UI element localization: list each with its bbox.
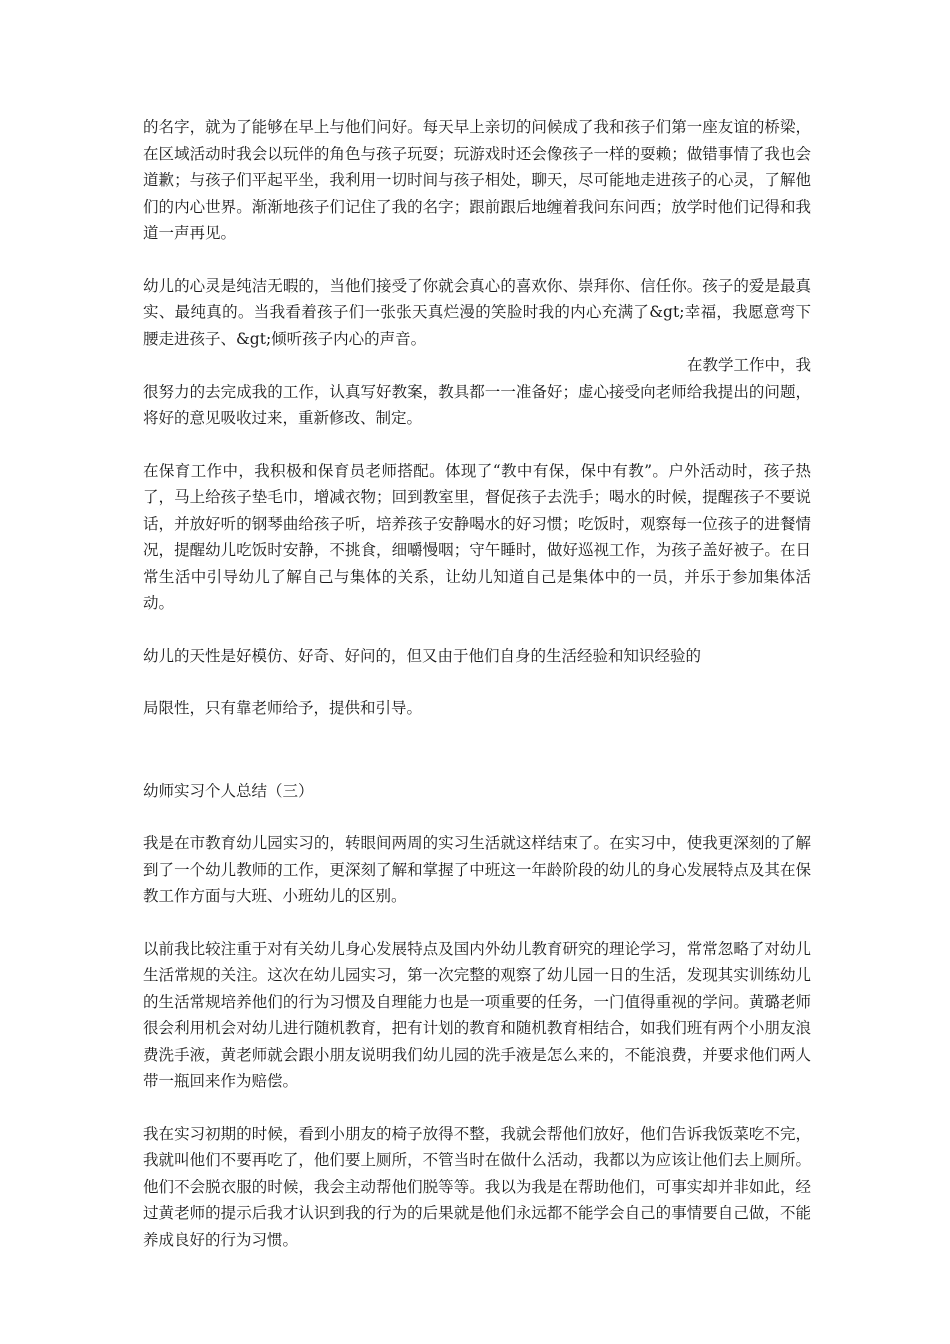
paragraph-8: 以前我比较注重于对有关幼儿身心发展特点及国内外幼儿教育研究的理论学习，常常忽略了对幼儿生活常规的关注。这次在幼儿园实习，第一次完整的观察了幼儿园一日的生活，发现其实训练幼儿的生活常规培养他们的行为习惯及自理能力也是一项重要的任务，一门值得重视的学问。黄璐老师很会利用机会对幼儿进行随机教育，把有计划的教育和随机教育相结合，如我们班有两个小朋友浪费洗手液，黄老师就会跟小朋友说明我们幼儿园的洗手液是怎么来的，不能浪费，并要求他们两人带一瓶回来作为赔偿。 (143, 939, 811, 1090)
paragraph-5: 幼儿的天性是好模仿、好奇、好问的，但又由于他们自身的生活经验和知识经验的 (143, 646, 702, 665)
section-gap (143, 748, 811, 778)
paragraph-6: 局限性，只有靠老师给予，提供和引导。 (143, 699, 423, 717)
paragraph-1: 的名字，就为了能够在早上与他们问好。每天早上亲切的问候成了我和孩子们第一座友谊的桥梁，在区域活动时我会以玩伴的角色与孩子玩耍；玩游戏时还会像孩子一样的耍赖；做错事情了我也会道歉；与孩子们平起平坐，我利用一切时间与孩子相处，聊天，尽可能地走进孩子的心灵，了解他们的内心世界。渐渐地孩子们记住了我的名字；跟前跟后地缠着我问东问西；放学时他们记得和我道一声再见。 (143, 118, 811, 242)
paragraph-9: 我在实习初期的时候，看到小朋友的椅子放得不整，我就会帮他们放好，他们告诉我饭菜吃不完，我就叫他们不要再吃了，他们要上厕所，不管当时在做什么活动，我都以为应该让他们去上厕所。他们不会脱衣服的时候，我会主动帮他们脱等等。我以为我是在帮助他们，可事实却并非如此，经过黄老师的提示后我才认识到我的行为的后果就是他们永远都不能学会自己的事情要自己做，不能养成良好的行为习惯。 (143, 1124, 811, 1249)
paragraph-4: 在保育工作中，我积极和保育员老师搭配。体现了“教中有保，保中有教”。户外活动时，孩子热了，马上给孩子垫毛巾，增减衣物；回到教室里，督促孩子去洗手；喝水的时候，提醒孩子不要说话，并放好听的钢琴曲给孩子听，培养孩子安静喝水的好习惯；吃饭时，观察每一位孩子的进餐情况，提醒幼儿吃饭时安静，不挑食，细嚼慢咽；守午睡时，做好巡视工作，为孩子盖好被子。在日常生活中引导幼儿了解自己与集体的关系，让幼儿知道自己是集体中的一员，并乐于参加集体活动。 (143, 461, 811, 612)
document-body (143, 114, 811, 1279)
paragraph-3: 很努力的去完成我的工作，认真写好教案，教具都一一准备好；虚心接受向老师给我提出的问题，将好的意见吸收过来，重新修改、制定。 (143, 382, 811, 427)
paragraph-7: 我是在市教育幼儿园实习的，转眼间两周的实习生活就这样结束了。在实习中，使我更深刻的了解到了一个幼儿教师的工作，更深刻了解和掌握了中班这一年龄阶段的幼儿的身心发展特点及其在保教工作方面与大班、小班幼儿的区别。 (143, 834, 811, 905)
paragraph-2: 幼儿的心灵是纯洁无暇的，当他们接受了你就会真心的喜欢你、崇拜你、信任你。孩子的爱是最真实、最纯真的。当我看着孩子们一张张天真烂漫的笑脸时我的内心充满了&gt;幸福，我愿意弯下腰走进孩子、&gt;倾听孩子内心的声音。 (143, 276, 811, 348)
paragraph-3-start: 在教学工作中，我 (686, 356, 811, 374)
section-heading: 幼师实习个人总结（三） (143, 781, 314, 800)
